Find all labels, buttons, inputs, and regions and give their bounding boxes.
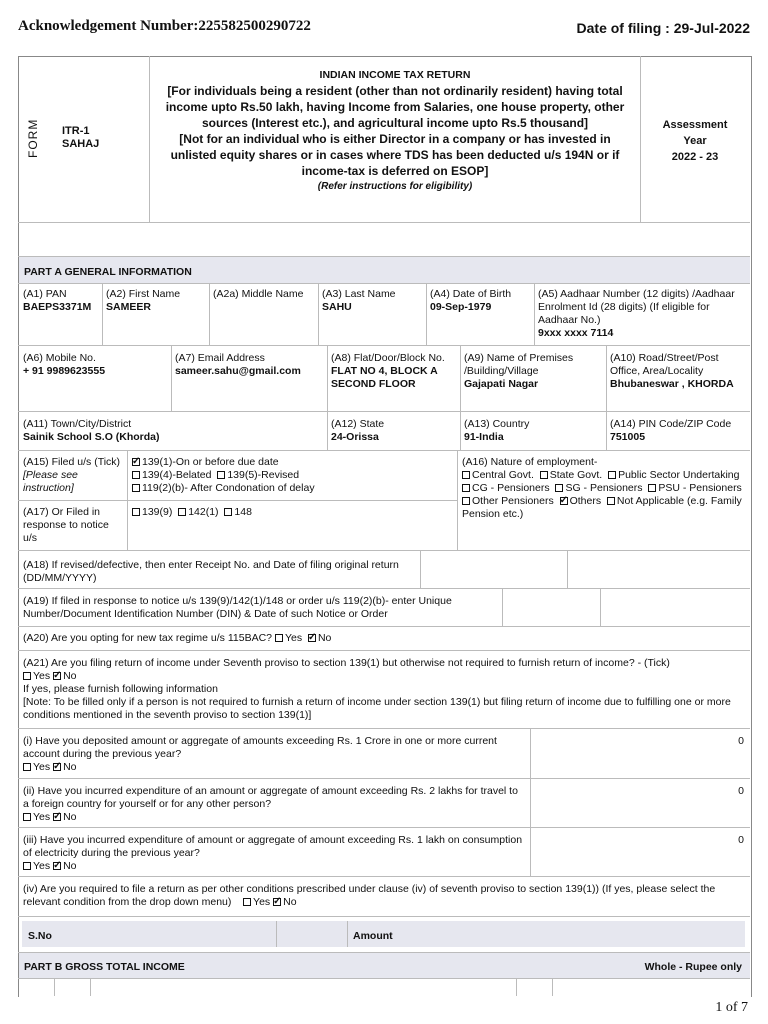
filed-us-note: [Please see instruction] (23, 469, 78, 494)
mobile-label: (A6) Mobile No. (23, 352, 96, 364)
last-name-field (318, 285, 426, 317)
employment-nature (458, 453, 749, 524)
checkbox-state-govt[interactable] (540, 471, 548, 479)
form-title-main: INDIAN INCOME TAX RETURN (319, 69, 471, 81)
checkbox-q4-yes[interactable] (243, 898, 251, 906)
opt-148-label: 148 (234, 506, 252, 518)
flat-label: (A8) Flat/Door/Block No. (331, 352, 445, 364)
a21-block (19, 654, 747, 725)
q1-text: (i) Have you deposited amount or aggregate of amounts exceeding Rs. 1 Crore in one or more current account during the previous year? (23, 735, 497, 760)
opt-other-pensioners: Other Pensioners (472, 495, 554, 507)
road-value: Bhubaneswar , KHORDA (610, 378, 734, 390)
opt-cg-pensioners: CG - Pensioners (472, 482, 550, 494)
premises-value: Gajapati Nagar (464, 378, 539, 390)
checkbox-139-4[interactable] (132, 471, 140, 479)
flat-value: FLAT NO 4, BLOCK A SECOND FLOOR (331, 365, 438, 390)
premises-label: (A9) Name of Premises /Building/Village (464, 352, 574, 377)
checkbox-142-1[interactable] (178, 508, 186, 516)
road-label: (A10) Road/Street/Post Office, Area/Locality (610, 352, 719, 377)
checkbox-148[interactable] (224, 508, 232, 516)
q1-yes-label: Yes (33, 761, 51, 773)
date-of-filing: Date of filing : 29-Jul-2022 (576, 20, 750, 36)
checkbox-a21-yes[interactable] (23, 672, 31, 680)
email-field (171, 349, 327, 381)
pin-label: (A14) PIN Code/ZIP Code (610, 418, 732, 430)
aadhaar-field (534, 285, 749, 343)
checkbox-central-govt[interactable] (462, 471, 470, 479)
opt-139-4-label: 139(4)-Belated (142, 469, 212, 481)
acknowledgement-number: Acknowledgement Number:225582500290722 (18, 18, 311, 34)
checkbox-psu-pensioners[interactable] (648, 484, 656, 492)
opt-119-2b-label: 119(2)(b)- After Condonation of delay (142, 482, 315, 494)
checkbox-q3-yes[interactable] (23, 862, 31, 870)
q4-block (19, 880, 747, 912)
q1-value: 0 (738, 735, 744, 747)
a20-label: (A20) Are you opting for new tax regime u/s 115BAC? (23, 632, 273, 644)
aadhaar-label: (A5) Aadhaar Number (12 digits) /Aadhaar Enrolment Id (28 digits) (If eligible for Aadhaar No.) (538, 288, 735, 326)
pin-value: 751005 (610, 431, 646, 443)
amount-header: Amount (353, 930, 393, 942)
road-field (606, 349, 749, 394)
opt-sg-pensioners: SG - Pensioners (565, 482, 643, 494)
q3-yes-label: Yes (33, 860, 51, 872)
country-value: 91-India (464, 431, 504, 443)
filed-notice-options (128, 503, 457, 522)
q1-no-label: No (63, 761, 77, 773)
checkbox-139-9[interactable] (132, 508, 140, 516)
part-b-heading: PART B GROSS TOTAL INCOME (24, 961, 185, 973)
q3-block (19, 831, 529, 876)
opt-139-5-label: 139(5)-Revised (227, 469, 300, 481)
q2-text: (ii) Have you incurred expenditure of an amount or aggregate of amount exceeding Rs. 2 lakhs for travel to a foreign country for yourself or for any other person? (23, 785, 518, 810)
state-field (327, 415, 460, 447)
checkbox-q2-no[interactable] (53, 813, 61, 821)
part-a-heading: PART A GENERAL INFORMATION (24, 266, 192, 278)
country-label: (A13) Country (464, 418, 530, 430)
premises-field (460, 349, 606, 394)
q2-block (19, 782, 529, 827)
ay-label-2: Year (683, 135, 707, 147)
checkbox-others[interactable] (560, 497, 568, 505)
filed-us-field (19, 453, 127, 498)
assessment-year (642, 114, 748, 168)
state-value: 24-Orissa (331, 431, 379, 443)
pin-field (606, 415, 749, 447)
town-value: Sainik School S.O (Khorda) (23, 431, 160, 443)
opt-central-govt: Central Govt. (472, 469, 534, 481)
state-label: (A12) State (331, 418, 385, 430)
last-name-value: SAHU (322, 301, 352, 313)
a21-note: [Note: To be filled only if a person is not required to furnish a return of income under section 139(1) but filing return of income due to fulfilling one or more conditions mentioned in the seventh proviso to section 139(1)] (23, 696, 731, 721)
middle-name-field (209, 285, 318, 304)
checkbox-other-pensioners[interactable] (462, 497, 470, 505)
a21-line2: If yes, please furnish following information (23, 683, 218, 695)
opt-others: Others (569, 495, 602, 507)
email-label: (A7) Email Address (175, 352, 265, 364)
q2-value: 0 (738, 785, 744, 797)
form-title-exclusions: [Not for an individual who is either Director in a company or has invested in unlisted equity shares or in cases where TDS has been deducted u/s 194N or if income-tax is deferred on ESOP] (170, 132, 620, 178)
opt-not-applicable: Not Applicable (e.g. Family Pension etc.) (462, 495, 742, 520)
checkbox-139-5[interactable] (217, 471, 225, 479)
mobile-field (19, 349, 171, 381)
checkbox-sg-pensioners[interactable] (555, 484, 563, 492)
opt-state-govt: State Govt. (549, 469, 603, 481)
a19-label: (A19) If filed in response to notice u/s 139(9)/142(1)/148 or order u/s 119(2)(b)- enter Unique Number/Document Identification Number (DIN) & Date of such Notice or Order (23, 595, 452, 620)
checkbox-119-2b[interactable] (132, 484, 140, 492)
form-title-note: (Refer instructions for eligibility) (317, 181, 473, 192)
checkbox-a20-yes[interactable] (275, 634, 283, 642)
last-name-label: (A3) Last Name (322, 288, 396, 300)
filed-us-options (128, 453, 457, 498)
ay-value: 2022 - 23 (671, 151, 719, 163)
form-title-eligibility: [For individuals being a resident (other than not ordinarily resident) having total income upto Rs.50 lakh, having Income from Salaries, one house property, other sources (Interest etc.), and agricultural income upto Rs.5 thousand] (165, 84, 625, 130)
checkbox-q2-yes[interactable] (23, 813, 31, 821)
a20-row (19, 629, 719, 648)
first-name-value: SAMEER (106, 301, 151, 313)
q4-yes-label: Yes (253, 896, 271, 908)
checkbox-q3-no[interactable] (53, 862, 61, 870)
checkbox-q4-no[interactable] (273, 898, 281, 906)
a21-no-label: No (63, 670, 77, 682)
ay-label-1: Assessment (662, 119, 728, 131)
middle-name-label: (A2a) Middle Name (213, 288, 304, 300)
aadhaar-value: 9xxx xxxx 7114 (538, 327, 614, 339)
q3-text: (iii) Have you incurred expenditure of amount or aggregate of amount exceeding Rs. 1 lakh on consumption of electricity during the previous year? (23, 834, 523, 859)
pan-value: BAEPS3371M (23, 301, 92, 313)
rupee-only-label: Whole - Rupee only (644, 961, 742, 973)
dob-label: (A4) Date of Birth (430, 288, 512, 300)
checkbox-q1-yes[interactable] (23, 763, 31, 771)
form-name-line1: ITR-1 (62, 125, 90, 137)
a20-no-label: No (317, 632, 332, 644)
q1-block (19, 732, 529, 777)
filed-notice-field (19, 503, 127, 548)
checkbox-a21-no[interactable] (53, 672, 61, 680)
q2-no-label: No (63, 811, 77, 823)
q3-value: 0 (738, 834, 744, 846)
email-value: sameer.sahu@gmail.com (175, 365, 301, 377)
country-field (460, 415, 606, 447)
opt-139-1-label: 139(1)-On or before due date (142, 456, 279, 468)
mobile-value: + 91 9989623555 (23, 365, 106, 377)
q4-no-label: No (283, 896, 297, 908)
opt-139-9-label: 139(9) (142, 506, 173, 518)
checkbox-a20-no[interactable] (308, 634, 316, 642)
q3-no-label: No (63, 860, 77, 872)
pan-label: (A1) PAN (23, 288, 67, 300)
filed-notice-label: (A17) Or Filed in response to notice u/s (23, 506, 109, 544)
dob-value: 09-Sep-1979 (430, 301, 492, 313)
checkbox-not-applicable[interactable] (607, 497, 615, 505)
sno-header: S.No (28, 930, 52, 942)
checkbox-cg-pensioners[interactable] (462, 484, 470, 492)
form-name (58, 122, 148, 154)
form-word: FORM (26, 118, 40, 158)
opt-142-1-label: 142(1) (188, 506, 219, 518)
checkbox-psu[interactable] (608, 471, 616, 479)
checkbox-139-1[interactable] (132, 458, 140, 466)
town-label: (A11) Town/City/District (23, 418, 132, 430)
employment-label: (A16) Nature of employment- (462, 456, 598, 468)
flat-field (327, 349, 460, 394)
a21-label: (A21) Are you filing return of income under Seventh proviso to section 139(1) but otherwise not required to furnish return of income? - (Tick) (23, 657, 670, 669)
dob-field (426, 285, 534, 317)
opt-psu: Public Sector Undertaking (618, 469, 740, 481)
q4-text: (iv) Are you required to file a return as per other conditions prescribed under clause (iv) of seventh proviso to section 139(1)) (If yes, please select the relevant condition from the drop down menu) (23, 883, 716, 908)
pan-field (19, 285, 102, 317)
checkbox-q1-no[interactable] (53, 763, 61, 771)
town-field (19, 415, 327, 447)
form-title (152, 64, 638, 198)
a21-yes-label: Yes (33, 670, 51, 682)
first-name-field (102, 285, 209, 317)
form-name-line2: SAHAJ (62, 138, 100, 150)
a18-label: (A18) If revised/defective, then enter Receipt No. and Date of filing original return (DD/MM/YYYY) (23, 559, 399, 584)
first-name-label: (A2) First Name (106, 288, 181, 300)
filed-us-label: (A15) Filed u/s (Tick) (23, 456, 121, 468)
page-number: 1 of 7 (715, 1000, 748, 1015)
q2-yes-label: Yes (33, 811, 51, 823)
opt-psu-pensioners: PSU - Pensioners (658, 482, 742, 494)
a20-yes-label: Yes (284, 632, 303, 644)
